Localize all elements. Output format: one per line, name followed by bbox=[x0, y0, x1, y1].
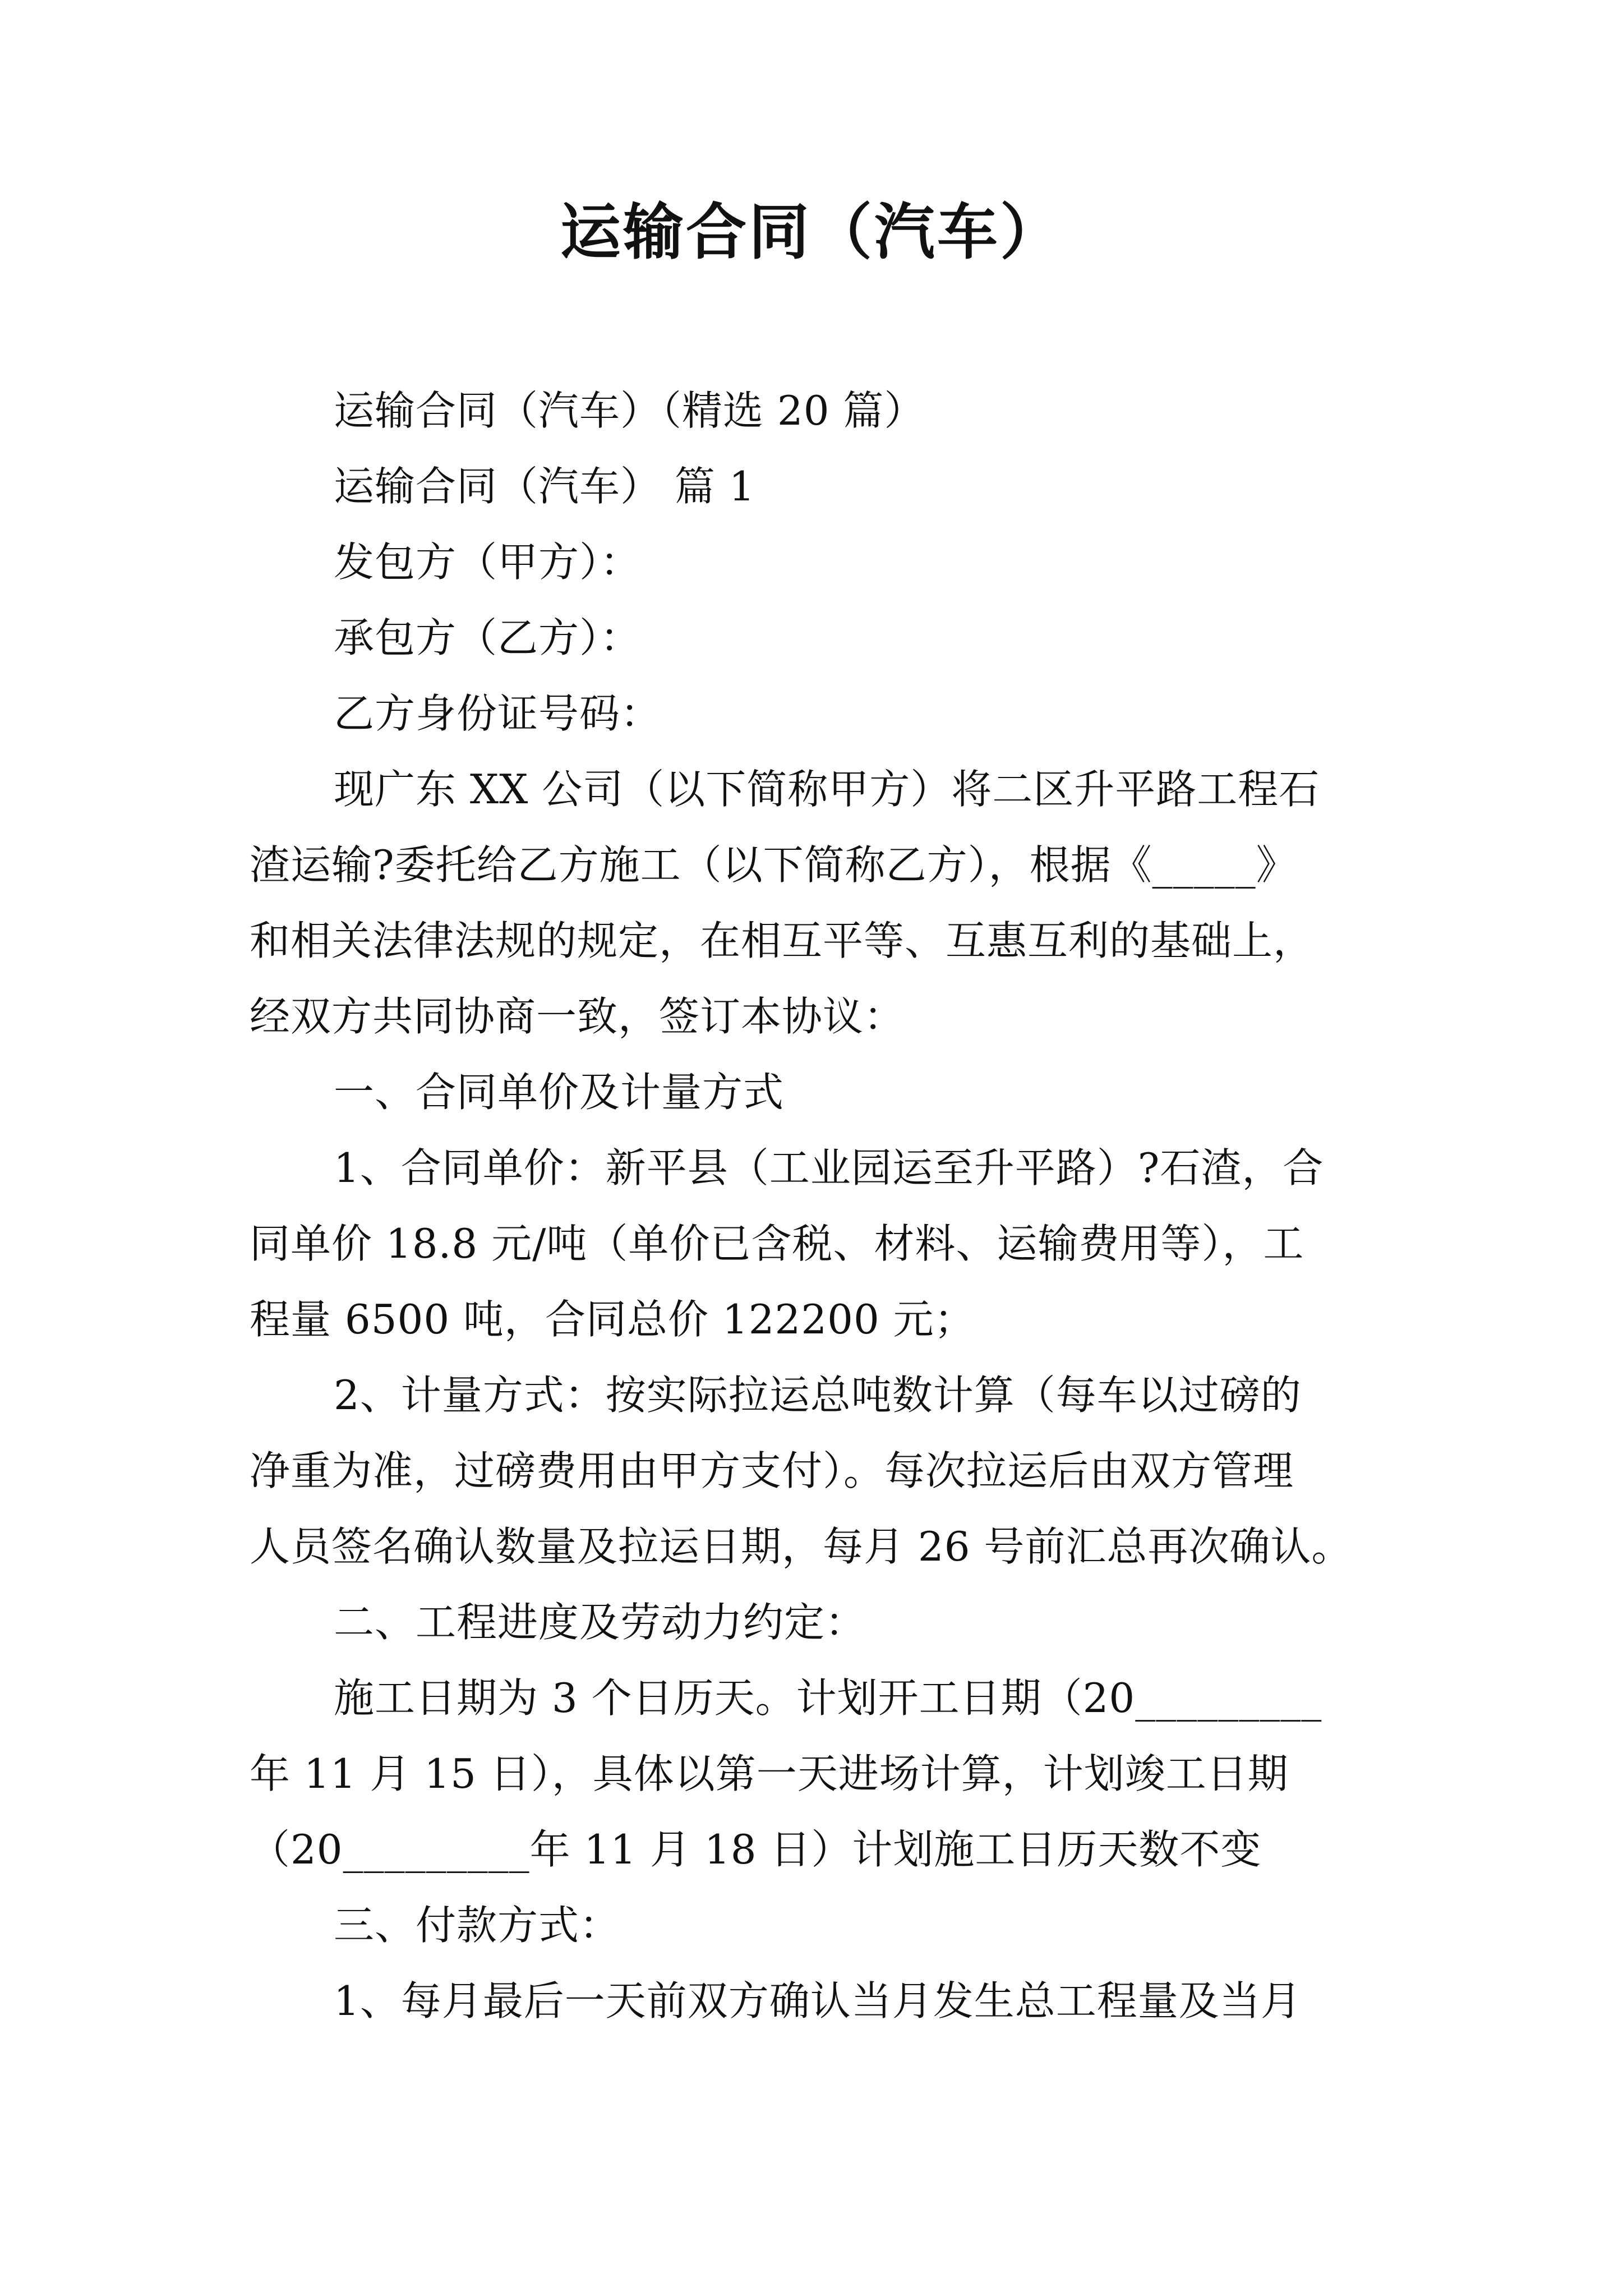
paragraph-line: 程量 6500 吨，合同总价 122200 元； bbox=[250, 1296, 975, 1343]
paragraph-line: 渣运输?委托给乙方施工（以下简称乙方），根据《_____》 bbox=[250, 841, 1297, 889]
document-body bbox=[250, 373, 1388, 2039]
paragraph-line: 2、计量方式：按实际拉运总吨数计算（每车以过磅的 bbox=[334, 1372, 1302, 1419]
paragraph-line: 发包方（甲方）： bbox=[334, 539, 642, 586]
paragraph-line: 现广东 XX 公司（以下简称甲方）将二区升平路工程石 bbox=[334, 766, 1320, 813]
paragraph-line: 年 11 月 15 日），具体以第一天进场计算，计划竣工日期 bbox=[250, 1750, 1289, 1797]
paragraph-line: 和相关法律法规的规定，在相互平等、互惠互利的基础上， bbox=[250, 917, 1315, 964]
paragraph-line: （20_________年 11 月 18 日）计划施工日历天数不变 bbox=[250, 1826, 1262, 1873]
paragraph-line: 乙方身份证号码： bbox=[334, 690, 662, 737]
paragraph-line: 净重为准，过磅费用由甲方支付）。每次拉运后由双方管理 bbox=[250, 1447, 1294, 1494]
paragraph-line: 人员签名确认数量及拉运日期，每月 26 号前汇总再次确认。 bbox=[250, 1523, 1353, 1570]
section-heading: 一、合同单价及计量方式 bbox=[334, 1069, 785, 1116]
paragraph-line: 1、每月最后一天前双方确认当月发生总工程量及当月 bbox=[334, 1977, 1302, 2024]
section-heading: 三、付款方式： bbox=[334, 1902, 621, 1949]
paragraph-line: 1、合同单价：新平县（工业园运至升平路）?石渣，合 bbox=[334, 1144, 1324, 1191]
paragraph-line: 承包方（乙方）： bbox=[334, 614, 642, 661]
paragraph-line: 运输合同（汽车） 篇 1 bbox=[334, 463, 755, 510]
paragraph-line: 同单价 18.8 元/吨（单价已含税、材料、运输费用等），工 bbox=[250, 1220, 1304, 1267]
paragraph-line: 运输合同（汽车）（精选 20 篇） bbox=[334, 387, 925, 434]
document-title: 运输合同（汽车） bbox=[560, 197, 1063, 268]
paragraph-line: 经双方共同协商一致，签订本协议： bbox=[250, 993, 905, 1040]
paragraph-line: 施工日期为 3 个日历天。计划开工日期（20_________ bbox=[334, 1674, 1322, 1722]
section-heading: 二、工程进度及劳动力约定： bbox=[334, 1599, 866, 1646]
